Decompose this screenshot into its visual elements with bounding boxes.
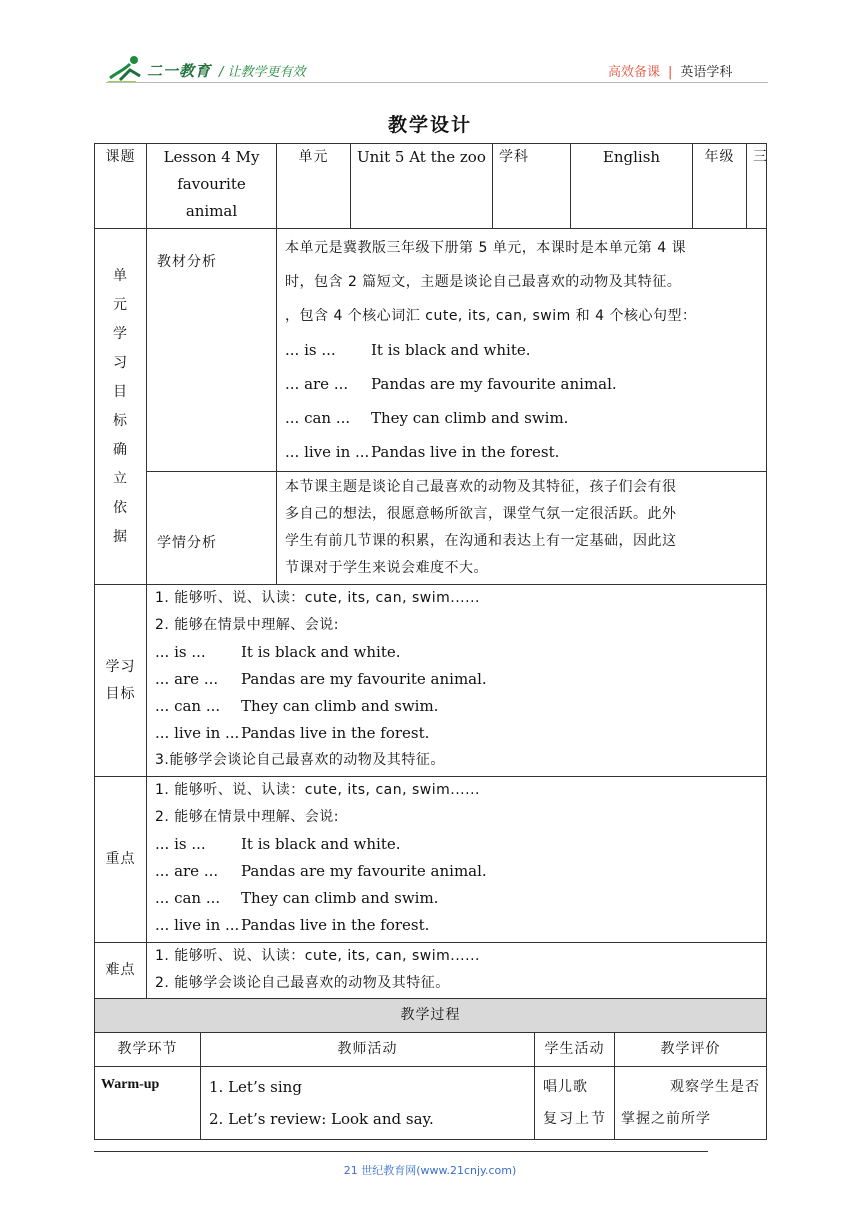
col-stage: 教学环节 — [95, 1033, 201, 1067]
header-tag-prep: 高效备课 — [608, 65, 661, 80]
material-pattern: ... are ... Pandas are my favourite animal. — [285, 375, 617, 393]
warmup-row — [95, 1067, 767, 1140]
difficulties-label: 难点 — [95, 943, 147, 999]
process-title: 教学过程 — [95, 999, 767, 1033]
material-intro: ，包含 4 个核心词汇 cute, its, can, swim 和 4 个核心句型： — [285, 308, 697, 324]
difficulties-content — [147, 943, 767, 999]
header-slogan: / 让教学更有效 — [219, 65, 306, 80]
basis-char: 单 — [113, 267, 128, 284]
basis-char: 据 — [113, 528, 128, 545]
basis-char: 依 — [113, 499, 128, 516]
objectives-content — [147, 585, 767, 777]
teacher-line: 2. Let’s review: Look and say. — [209, 1110, 434, 1128]
keypoint-line: 1. 能够听、说、认读：cute, its, can, swim...... — [155, 782, 480, 798]
keypoint-line: 2. 能够在情景中理解、会说: — [155, 809, 340, 825]
teacher-activity — [201, 1067, 535, 1140]
difficulties-row — [95, 943, 767, 999]
eval-line: 观察学生是否 — [670, 1079, 761, 1095]
basis-label — [95, 229, 147, 585]
objectives-label: 学习 目标 — [95, 585, 147, 777]
difficulty-line: 2. 能够学会谈论自己最喜欢的动物及其特征。 — [155, 975, 450, 991]
topic-line: favourite — [177, 175, 246, 193]
learner-line: 学生有前几节课的积累，在沟通和表达上有一定基础，因此这 — [285, 533, 677, 549]
learner-line: 节课对于学生来说会难度不大。 — [285, 560, 488, 576]
material-label: 教材分析 — [147, 229, 277, 472]
keypoint-pattern: ... are ... Pandas are my favourite animal. — [155, 862, 487, 880]
student-activity — [535, 1067, 615, 1140]
learner-line: 本节课主题是谈论自己最喜欢的动物及其特征，孩子们会有很 — [285, 479, 677, 495]
header-divider — [106, 82, 768, 83]
topic-line: animal — [185, 202, 238, 220]
objectives-row — [95, 585, 767, 777]
grade-label: 年级 — [693, 144, 747, 229]
material-pattern: ... is ... It is black and white. — [285, 341, 531, 359]
header-separator: | — [668, 65, 673, 80]
basis-char: 确 — [113, 441, 128, 458]
page-title: 教学设计 — [387, 114, 472, 136]
page-header — [0, 0, 860, 100]
material-content — [277, 229, 767, 472]
logo-text: 二一教育 — [147, 62, 212, 80]
objective-pattern: ... can ... They can climb and swim. — [155, 697, 439, 715]
student-line: 复习上节 — [543, 1111, 607, 1127]
topic-value — [147, 144, 277, 229]
unit-value: Unit 5 At the zoo — [351, 144, 493, 229]
learner-label: 学情分析 — [147, 472, 277, 585]
objective-line: 2. 能够在情景中理解、会说: — [155, 617, 340, 633]
header-right — [608, 61, 732, 80]
learner-content — [277, 472, 767, 585]
header-tag-subject: 英语学科 — [680, 65, 733, 80]
basis-char: 立 — [113, 470, 128, 487]
keypoint-pattern: ... is ... It is black and white. — [155, 835, 401, 853]
material-pattern: ... live in ... Pandas live in the forest. — [285, 443, 560, 461]
objective-pattern: ... is ... It is black and white. — [155, 643, 401, 661]
subject-value: English — [571, 144, 693, 229]
basis-char: 学 — [113, 325, 128, 342]
topic-line: Lesson 4 My — [163, 148, 260, 166]
col-teacher: 教师活动 — [201, 1033, 535, 1067]
learner-line: 多自己的想法，很愿意畅所欲言，课堂气氛一定很活跃。此外 — [285, 506, 677, 522]
eval-line: 掌握之前所学 — [621, 1111, 711, 1127]
keypoint-pattern: ... live in ... Pandas live in the forest. — [155, 916, 430, 934]
student-line: 唱儿歌 — [543, 1079, 588, 1095]
stage-warmup: Warm-up — [95, 1067, 201, 1140]
lesson-plan-table — [94, 143, 767, 1140]
material-intro: 时，包含 2 篇短文，主题是谈论自己最喜欢的动物及其特征。 — [285, 274, 682, 290]
process-header-row — [95, 1033, 767, 1067]
learner-row — [95, 472, 767, 585]
col-eval: 教学评价 — [615, 1033, 767, 1067]
basis-char: 目 — [113, 383, 128, 400]
keypoint-pattern: ... can ... They can climb and swim. — [155, 889, 439, 907]
keypoints-label: 重点 — [95, 777, 147, 943]
footer-divider — [94, 1151, 708, 1152]
teacher-line: 1. Let’s sing — [209, 1078, 302, 1096]
topic-label: 课题 — [95, 144, 147, 229]
objective-pattern: ... are ... Pandas are my favourite animal. — [155, 670, 487, 688]
subject-label: 学科 — [493, 144, 571, 229]
keypoints-row — [95, 777, 767, 943]
material-intro: 本单元是冀教版三年级下册第 5 单元，本课时是本单元第 4 课 — [285, 240, 687, 256]
header-row — [95, 144, 767, 229]
footer-link[interactable]: 21 世纪教育网(www.21cnjy.com) — [343, 1164, 517, 1177]
grade-value: 三 — [747, 144, 767, 229]
difficulty-line: 1. 能够听、说、认读：cute, its, can, swim...... — [155, 948, 480, 964]
objective-line: 3.能够学会谈论自己最喜欢的动物及其特征。 — [155, 752, 445, 768]
material-row — [95, 229, 767, 472]
keypoints-content — [147, 777, 767, 943]
basis-char: 习 — [113, 354, 128, 371]
teaching-evaluation — [615, 1067, 767, 1140]
material-pattern: ... can ... They can climb and swim. — [285, 409, 569, 427]
objective-pattern: ... live in ... Pandas live in the forest. — [155, 724, 430, 742]
basis-char: 标 — [113, 412, 128, 429]
objective-line: 1. 能够听、说、认读：cute, its, can, swim...... — [155, 590, 480, 606]
unit-label: 单元 — [277, 144, 351, 229]
basis-char: 元 — [113, 296, 128, 313]
process-title-row — [95, 999, 767, 1033]
col-student: 学生活动 — [535, 1033, 615, 1067]
